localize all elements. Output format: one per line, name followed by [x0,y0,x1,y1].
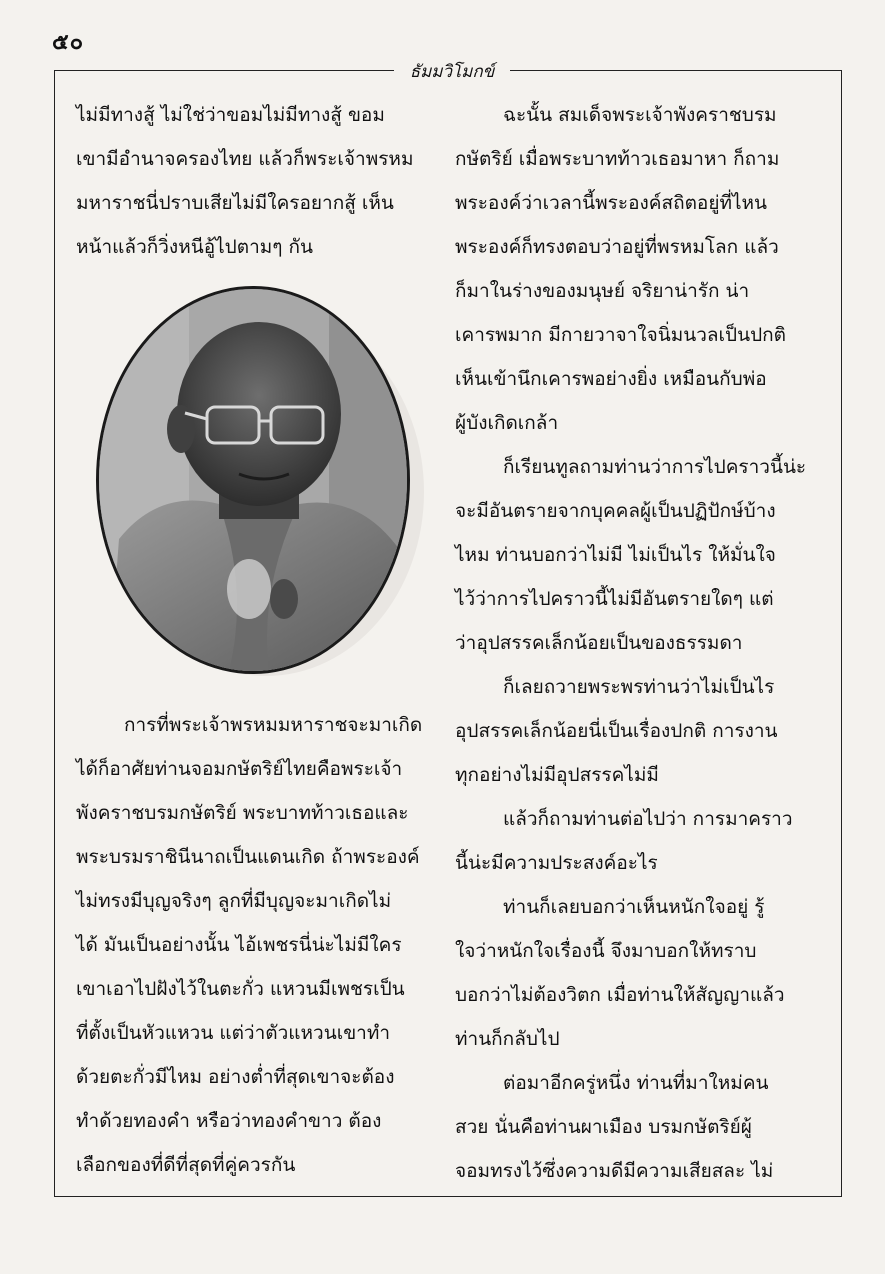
text-line: บอกว่าไม่ต้องวิตก เมื่อท่านให้สัญญาแล้ว [455,984,785,1006]
text-line: ท่านก็กลับไป [455,1028,560,1050]
text-line: ที่ตั้งเป็นหัวแหวน แต่ว่าตัวแหวนเขาทำ [76,1022,391,1044]
text-line: การที่พระเจ้าพรหมมหาราชจะมาเกิด [124,714,423,736]
text-line: เขาเอาไปฝังไว้ในตะกั่ว แหวนมีเพชรเป็น [76,978,405,1000]
text-line: ก็เรียนทูลถามท่านว่าการไปคราวนี้น่ะ [503,456,807,478]
text-line: มหาราชนี่ปราบเสียไม่มีใครอยากสู้ เห็น [76,192,394,214]
text-line: ต่อมาอีกครู่หนึ่ง ท่านที่มาใหม่คน [503,1072,769,1094]
text-line: ก็มาในร่างของมนุษย์ จริยาน่ารัก น่า [455,280,750,302]
frame-top-rule-right [510,70,841,71]
page-number: ๕๐ [52,29,85,55]
text-line: เคารพมาก มีกายวาจาใจนิ่มนวลเป็นปกติ [455,324,786,346]
text-line: ผู้บังเกิดเกล้า [455,412,559,434]
text-line: ไหม ท่านบอกว่าไม่มี ไม่เป็นไร ให้มั่นใจ [455,544,776,566]
text-line: ว่าอุปสรรคเล็กน้อยเป็นของธรรมดา [455,632,743,654]
text-line: พระบรมราชินีนาถเป็นแดนเกิด ถ้าพระองค์ [76,846,420,868]
text-line: พังคราชบรมกษัตริย์ พระบาทท้าวเธอและ [76,802,409,824]
text-line: ใจว่าหนักใจเรื่องนี้ จึงมาบอกให้ทราบ [455,940,757,962]
text-line: จะมีอันตรายจากบุคคลผู้เป็นปฏิปักษ์บ้าง [455,500,776,522]
frame-top-rule-left [54,70,394,71]
monk-portrait [96,286,430,676]
text-line: ก็เลยถวายพระพรท่านว่าไม่เป็นไร [503,676,775,698]
text-line: ไม่มีทางสู้ ไม่ใช่ว่าขอมไม่มีทางสู้ ขอม [76,104,385,126]
text-line: ได้ มันเป็นอย่างนั้น ไอ้เพชรนี่น่ะไม่มีใคร [76,934,402,956]
text-line: หน้าแล้วก็วิ่งหนีอู้ไปตามๆ กัน [76,236,313,258]
text-line: กษัตริย์ เมื่อพระบาทท้าวเธอมาหา ก็ถาม [455,148,780,170]
text-line: พระองค์ก็ทรงตอบว่าอยู่ที่พรหมโลก แล้ว [455,236,779,258]
text-line: ไม่ทรงมีบุญจริงๆ ลูกที่มีบุญจะมาเกิดไม่ [76,890,392,912]
portrait-oval-frame [96,286,410,674]
running-title: ธัมมวิโมกข์ [409,62,495,82]
text-line: ด้วยตะกั่วมีไหม อย่างต่ำที่สุดเขาจะต้อง [76,1066,395,1088]
text-line: อุปสรรคเล็กน้อยนี่เป็นเรื่องปกติ การงาน [455,720,778,742]
text-line: ไว้ว่าการไปคราวนี้ไม่มีอันตรายใดๆ แต่ [455,588,774,610]
text-line: ท่านก็เลยบอกว่าเห็นหนักใจอยู่ รู้ [503,896,765,918]
monk-portrait-illustration [99,289,407,671]
text-line: ทำด้วยทองคำ หรือว่าทองคำขาว ต้อง [76,1110,382,1132]
text-line: เห็นเข้านึกเคารพอย่างยิ่ง เหมือนกับพ่อ [455,368,767,390]
text-line: จอมทรงไว้ซึ่งความดีมีความเสียสละ ไม่ [455,1160,774,1182]
text-line: แล้วก็ถามท่านต่อไปว่า การมาคราว [503,808,793,830]
text-line: ฉะนั้น สมเด็จพระเจ้าพังคราชบรม [503,104,777,126]
text-line: พระองค์ว่าเวลานี้พระองค์สถิตอยู่ที่ไหน [455,192,768,214]
text-line: เลือกของที่ดีที่สุดที่คู่ควรกัน [76,1154,296,1176]
text-line: เขามีอำนาจครองไทย แล้วก็พระเจ้าพรหม [76,148,414,170]
text-line: ทุกอย่างไม่มีอุปสรรคไม่มี [455,764,659,786]
text-line: ได้ก็อาศัยท่านจอมกษัตริย์ไทยคือพระเจ้า [76,758,403,780]
text-line: สวย นั่นคือท่านผาเมือง บรมกษัตริย์ผู้ [455,1116,752,1138]
text-line: นี้น่ะมีความประสงค์อะไร [455,852,658,874]
